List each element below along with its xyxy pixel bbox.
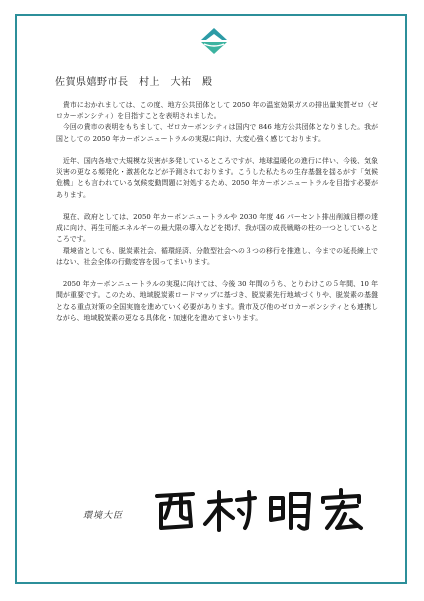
paragraph-ministry: 環境省としても、脱炭素社会、循環経済、分散型社会への３つの移行を推進し、今までの延長線上ではない、社会全体の行動変容を図ってまいります。 (56, 246, 378, 266)
letter-addressee: 佐賀県嬉野市長 村上 大祐 殿 (55, 77, 213, 88)
signer-title: 環境大臣 (83, 511, 124, 521)
handwritten-signature-icon (151, 488, 371, 532)
paragraph-climate-crisis: 近年、国内各地で大規模な災害が多発しているところですが、地球温暖化の進行に伴い、今後、気象災害の更なる頻発化・激甚化などが予測されております。こうした私たちの生存基盤を揺るがす「気候危機」とも言われている気候変動問題に対処するため、2050 年カーボンニュートラルを目指す必要があります。 (56, 157, 378, 199)
signature-block (83, 486, 373, 536)
paragraph-roadmap: 2050 年カーボンニュートラルの実現に向けては、今後 30 年間のうち、とりわけこの５年間、10 年間が重要です。このため、地域脱炭素ロードマップに基づき、脱炭素先行地域づくりや、脱炭素の基盤となる重点対策の全国実施を進めていく必要があります。貴市及び他のゼロカーボンシティとも連携しながら、地域脱炭素の更なる具体化・加速化を進めてまいります。 (56, 280, 378, 322)
letter-body (56, 100, 378, 335)
paragraph-government: 現在、政府としては、2050 年カーボンニュートラルや 2030 年度 46 パーセント排出削減目標の達成に向け、再生可能エネルギーの最大限の導入などを掲げ、我が国の成長戦略の柱の一つとしているところです。 (56, 213, 378, 244)
paragraph-count: 今回の貴市の表明をもちまして、ゼロカーボンシティは国内で 846 地方公共団体となりました。我が国としての 2050 年カーボンニュートラルの実現に向け、大変心強く感じております。 (56, 123, 378, 143)
ministry-of-environment-logo-icon (199, 26, 229, 56)
paragraph-declaration: 貴市におかれましては、この度、地方公共団体として 2050 年の温室効果ガスの排出量実質ゼロ（ゼロカーボンシティ）を目指すことを表明されました。 (56, 101, 378, 121)
